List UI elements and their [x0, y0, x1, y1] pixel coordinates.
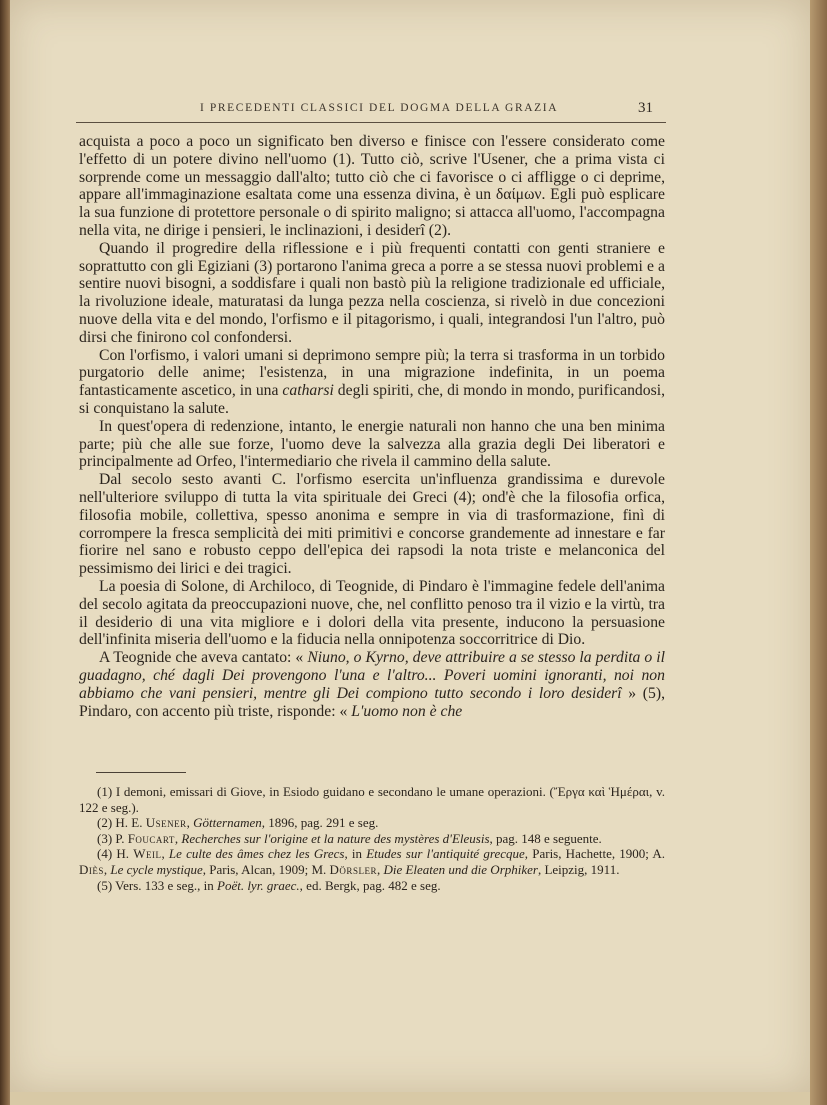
footnote-4 [79, 846, 665, 877]
footnote-4-author-3: Dörsler [329, 861, 377, 877]
footnote-2-c: , 1896, pag. 291 e seg. [261, 815, 379, 831]
footnote-4-author-2: Diès [79, 861, 104, 877]
footnote-4-e: , [103, 861, 111, 877]
footnote-3 [79, 831, 665, 847]
footnote-4-title-4: Die Eleaten und die Orphiker [383, 861, 538, 877]
page-number: 31 [638, 100, 653, 116]
footnotes [79, 784, 665, 893]
footnote-2-title: Götternamen [193, 815, 262, 831]
paragraph-5: Dal secolo sesto avanti C. l'orfismo esercita un'influenza grandissima e durevole nell'ulteriore sviluppo di tutta la vita spirituale dei Greci (4); ond'è che la filosofia orfica, filosofia mobile, collettiva, spesso anonima e sempre in via di trasformazione, finì di corrompere la fresca semplicità dei miti primitivi e concorse grandemente ad innestare e far fiorire nel sano e robusto ceppo dell'epica dei rapsodi la nota triste e melanconica del pessimismo dei lirici e dei tragici. [79, 471, 665, 578]
paragraph-2: Quando il progredire della riflessione e i più frequenti contatti con genti straniere e soprattutto con gli Egiziani (3) portarono l'anima greca a porre a se stessa nuovi problemi e a sentire nuovi bisogni, a soddisfare i quali non bastò più la religione tradizionale ed ufficiale, la rivoluzione ideale, maturatasi da lunga pezza nella coscienza, si rivelò in due concezioni nuove della vita e del mondo, l'orfismo e il pitagorismo, i quali, integrandosi l'un l'altro, può dirsi che finirono col confondersi. [79, 239, 665, 346]
footnote-2 [79, 815, 665, 831]
footnote-3-c: , pag. 148 e seguente. [489, 830, 602, 846]
book-page [10, 0, 810, 1092]
footnote-4-a: (4) H. [97, 846, 134, 862]
footnote-5 [79, 878, 665, 894]
footnote-5-title: Poët. lyr. graec. [217, 877, 300, 893]
footnote-3-b: , [174, 830, 182, 846]
paragraph-4: In quest'opera di redenzione, intanto, le energie naturali non hanno che una ben minima parte; più che alle sue forze, l'uomo deve la salvezza alla grazia degli Dei liberatori e principalmente ad Orfeo, l'intermediario che rivela il cammino della salute. [79, 417, 665, 471]
footnote-4-title-1: Le culte des âmes chez les Grecs [168, 846, 345, 862]
header-rule [76, 122, 666, 123]
footnote-4-g: , [376, 861, 384, 877]
paragraph-3 [79, 347, 665, 418]
paragraph-6: La poesia di Solone, di Archiloco, di Teognide, di Pindaro è l'immagine fedele dell'anima del secolo agitata da preoccupazioni nuove, che, nel conflitto penoso tra il vizio e la virtù, tra il desiderio di una vita migliore e i dolori della vita presente, inducono la persuasione dell'infinita miseria dell'uomo e la fiducia nella onnipotenza soccorritrice di Dio. [79, 577, 665, 649]
footnote-4-d: , Paris, Hachette, 1900; A. [524, 846, 666, 862]
paragraph-7 [79, 649, 665, 720]
footnote-4-title-3: Le cycle mystique [110, 861, 203, 877]
footnote-4-f: , Paris, Alcan, 1909; M. [202, 861, 330, 877]
footnote-1: (1) I demoni, emissari di Giove, in Esiodo guidano e secondano le umane operazioni. (Ἔργα καὶ Ἡμέραι, v. 122 e seg.). [79, 784, 665, 815]
page-bottom-edge [10, 1092, 810, 1105]
paragraph-7-quote-2: L'uomo non è che [351, 702, 463, 720]
paragraph-3-italic: catharsi [282, 382, 334, 400]
footnote-4-h: , Leipzig, 1911. [537, 861, 620, 877]
paragraph-7-text-b: » (5), Pindaro, con accento più triste, risponde: « [79, 684, 665, 720]
footnote-4-b: , [161, 846, 169, 862]
footnote-2-a: (2) H. E. [97, 815, 146, 831]
paragraph-1: acquista a poco a poco un significato ben diverso e finisce con l'essere considerato come l'effetto di un potere divino nell'uomo (1). Tutto ciò, scrive l'Usener, che a prima vista ci sorprende come un messaggio dall'alto; tutto ciò che ci favorisce o ci affligge o ci deprime, appare all'immaginazione esaltata come una essenza divina, è un δαίμων. Egli può esplicare la sua funzione di protettore personale o di spirito maligno; si attacca all'uomo, l'accompagna nella vita, ne dirige i pensieri, le inclinazioni, i desiderî (2). [79, 133, 665, 239]
paragraph-7-text-a: A Teognide che aveva cantato: « [99, 649, 308, 667]
footnote-2-b: , [186, 815, 194, 831]
paragraph-7-quote-1: Niuno, o Kyrno, deve attribuire a se stesso la perdita o il guadagno, ché dagli Dei provengono l'una e l'altro... Poveri uomini ignoranti, noi non abbiamo che vani pensieri, mentre gli Dei compiono tutto secondo i loro desiderî [79, 649, 666, 702]
main-text [79, 133, 665, 720]
page-header [10, 100, 810, 124]
footnote-rule [96, 772, 186, 773]
footnote-5-b: , ed. Bergk, pag. 482 e seg. [299, 877, 441, 893]
footnote-4-author-1: Weil [133, 846, 162, 862]
footnote-5-a: (5) Vers. 133 e seg., in [97, 877, 217, 893]
footnote-3-author: Foucart [127, 830, 175, 846]
footnote-4-title-2: Etudes sur l'antiquité grecque [366, 846, 525, 862]
footnote-2-author: Usener [145, 815, 187, 831]
paragraph-3-text-b: degli spiriti, che, di mondo in mondo, purificandosi, si conquistano la salute. [79, 382, 665, 417]
paragraph-3-text-a: Con l'orfismo, i valori umani si deprimono sempre più; la terra si trasforma in un torbido purgatorio delle anime; l'esistenza, in una migrazione indefinita, in un poema fantasticamente ascetico, in una [79, 346, 665, 400]
footnote-3-a: (3) P. [97, 830, 128, 846]
footnote-4-c: , in [344, 846, 367, 862]
footnote-3-title: Recherches sur l'origine et la nature des mystères d'Eleusis [181, 830, 490, 846]
running-head: I PRECEDENTI CLASSICI DEL DOGMA DELLA GRAZIA [200, 102, 559, 114]
